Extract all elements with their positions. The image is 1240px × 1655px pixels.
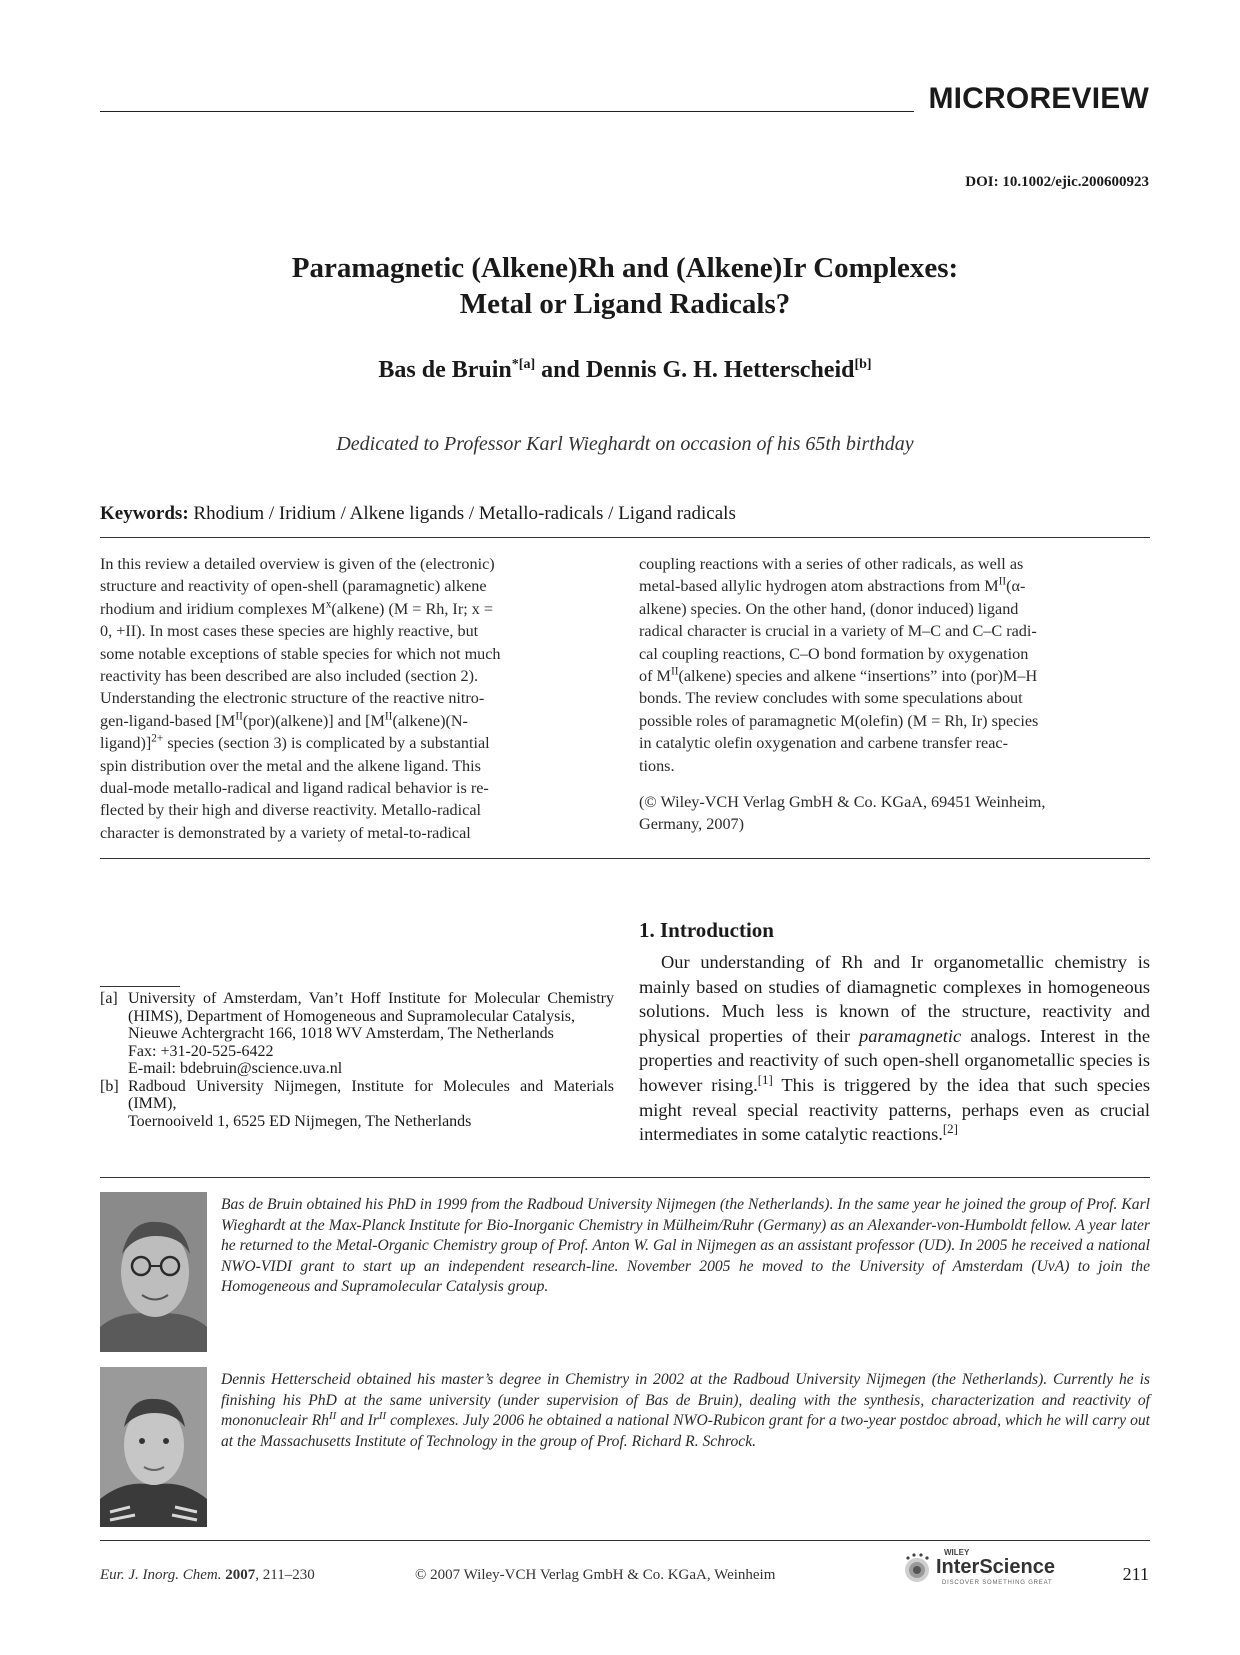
abstract-line: coupling reactions with a series of other radicals, as well as xyxy=(639,555,1024,573)
section-label: MICROREVIEW xyxy=(928,82,1149,115)
abstract-line: structure and reactivity of open-shell (paramagnetic) alkene xyxy=(100,577,487,596)
bio-bas-de-bruin: Bas de Bruin obtained his PhD in 1999 from the Radboud University Nijmegen (the Netherlands). In the same year he joined the group of Prof. Karl Wieghardt at the Max-Planck Institute for Bio-Inorganic Chemistry in Mülheim/Ruhr (Germany) as an Alexander-von-Humboldt fellow. A year later he returned to the Metal-Organic Chemistry group of Prof. Anton W. Gal in Nijmegen as an assistant professor (UD). In 2005 he received a national NWO-VIDI grant to start up an independent research-line. November 2005 he moved to the University of Amsterdam (UvA) to join the Homogeneous and Supramolecular Catalysis group. xyxy=(221,1196,1150,1296)
abstract-line: alkene) species. On the other hand, (donor induced) ligand xyxy=(639,599,1019,618)
citation-2[interactable]: [2] xyxy=(942,1122,958,1137)
abstract-line: possible roles of paramagnetic M(olefin) (M = Rh, Ir) species xyxy=(639,711,1039,730)
abstract-line: dual-mode metallo-radical and ligand radical behavior is re- xyxy=(100,779,489,798)
email-link[interactable]: E-mail: bdebruin@science.uva.nl xyxy=(128,1060,343,1077)
abstract-line: spin distribution over the metal and the alkene ligand. This xyxy=(100,756,481,775)
abstract-copyright: (© Wiley-VCH Verlag GmbH & Co. KGaA, 69451 Weinheim, xyxy=(639,793,1046,812)
abstract-line: Understanding the electronic structure of the reactive nitro- xyxy=(100,689,485,708)
article-title xyxy=(100,250,1150,322)
portrait-icon xyxy=(100,1192,207,1352)
page-number: 211 xyxy=(1122,1564,1149,1584)
keywords xyxy=(100,503,736,525)
abstract-line: radical character is crucial in a variety of M–C and C–C radi- xyxy=(639,622,1037,641)
abstract-line: rhodium and iridium complexes $M^x(alkene) (M = Rh$, Ir; x = xyxy=(100,598,494,618)
footnote-rule xyxy=(100,986,180,987)
portrait-icon xyxy=(100,1367,207,1527)
footer-rule xyxy=(100,1540,1150,1541)
footer-copyright: © 2007 Wiley-VCH Verlag GmbH & Co. KGaA, Weinheim xyxy=(415,1567,776,1583)
abstract-line: metal-based allylic hydrogen atom abstractions from $M^{II}(\alpha-$ xyxy=(639,576,1026,596)
authors xyxy=(100,357,1150,384)
doi[interactable]: DOI: 10.1002/ejic.200600923 xyxy=(965,174,1149,190)
abstract-line: gen-ligand-based $[M^{II}(por)(alkene)]$ and [$M^{II}(alkene)(N-$ xyxy=(100,710,468,730)
abstract-line: character is demonstrated by a variety of metal-to-radical xyxy=(100,823,471,842)
authors-and: and xyxy=(535,357,586,383)
interscience-logo[interactable] xyxy=(900,1548,1070,1588)
abstract-line: some notable exceptions of stable species for which not much xyxy=(100,644,501,663)
affiliation-b: [b] Radboud University Nijmegen, Institute for Molecules and Materials (IMM), Toernooiveld 1, 6525 ED Nijmegen, The Netherlands xyxy=(100,1077,614,1130)
logo-wiley-text: WILEY xyxy=(944,1548,970,1557)
abstract-line: ligand)]$^{2+}$ species (section 3) is complicated by a substantial xyxy=(100,732,490,753)
author-photo-bas-de-bruin xyxy=(100,1192,207,1352)
keywords-text: Rhodium / Iridium / Alkene ligands / Metallo-radicals / Ligand radicals xyxy=(193,503,736,524)
affiliation-a: [a] University of Amsterdam, Van’t Hoff Institute for Molecular Chemistry (HIMS), Department of Homogeneous and Supramolecular Catalysis, Nieuwe Achtergracht 166, 1018 WV Amsterdam, The Netherlands Fax: +31-20-525-6422 E-mail: bdebruin@science.uva.nl xyxy=(100,990,614,1077)
affiliations xyxy=(100,990,614,1130)
abstract-line: in catalytic olefin oxygenation and carbene transfer reac- xyxy=(639,734,1008,753)
abstract-line: 0, +II). In most cases these species are highly reactive, but xyxy=(100,622,479,641)
abstract-line: of $M^{II}(alkene)$ species and alkene “insertions” into (por)M–H xyxy=(639,665,1038,686)
logo-tagline-text: DISCOVER SOMETHING GREAT xyxy=(942,1580,1053,1586)
author-1: Bas de Bruin xyxy=(378,357,512,383)
logo-interscience-text: InterScience xyxy=(936,1556,1055,1578)
citation-1[interactable]: [1] xyxy=(757,1072,773,1087)
title-line-1: Paramagnetic (Alkene)Rh and (Alkene)Ir Complexes: xyxy=(291,252,959,284)
footer-citation: Eur. J. Inorg. Chem. 2007, 211–230 xyxy=(100,1567,315,1583)
author-1-mark: *[a] xyxy=(511,357,536,372)
title-line-2: Metal or Ligand Radicals? xyxy=(459,288,791,320)
introduction-paragraph: Our understanding of Rh and Ir organometallic chemistry is mainly based on studies of diamagnetic complexes in homogeneous solutions. Much less is known of the structure, reactivity and physical properties of their paramagnetic analogs. Interest in the properties and reactivity of such open-shell organometallic species is however rising.[1] This is triggered by the idea that such species might reveal special reactivity patterns, perhaps even as crucial intermediates in some catalytic reactions.[2] xyxy=(639,952,1150,1145)
abstract-top-rule xyxy=(100,537,1150,538)
author-photo-dennis-hetterscheid xyxy=(100,1367,207,1527)
header-rule xyxy=(100,111,914,112)
abstract-line: tions. xyxy=(639,756,675,775)
abstract-right-column xyxy=(639,553,1150,836)
abstract-bottom-rule xyxy=(100,858,1150,859)
abstract-copyright: Germany, 2007) xyxy=(639,815,745,834)
abstract-line: reactivity has been described are also included (section 2). xyxy=(100,667,479,686)
dedication: Dedicated to Professor Karl Wieghardt on occasion of his 65th birthday xyxy=(336,433,914,455)
abstract-left-column xyxy=(100,553,613,844)
abstract-line: In this review a detailed overview is given of the (electronic) xyxy=(100,555,495,573)
bio-dennis-hetterscheid: Dennis Hetterscheid obtained his master’s degree in Chemistry in 2002 at the Radboud University Nijmegen (the Netherlands). Currently he is finishing his PhD at the same university (under supervision of Bas de Bruin), dealing with the synthesis, characterization and reactivity of mononucleair $Rh^{II}$ and $Ir^{II}$ complexes. July 2006 he obtained a national NWO-Rubicon grant for a two-year postdoc abroad, which he will carry out at the Massachusetts Institute of Technology in the group of Prof. Richard R. Schrock. xyxy=(221,1371,1150,1450)
abstract-line: flected by their high and diverse reactivity. Metallo-radical xyxy=(100,801,481,820)
bio-top-rule xyxy=(100,1177,1150,1178)
author-2: Dennis G. H. Hetterscheid xyxy=(585,357,855,383)
abstract-line: cal coupling reactions, C–O bond formation by oxygenation xyxy=(639,644,1029,663)
author-2-mark: [b] xyxy=(854,357,872,372)
abstract-line: bonds. The review concludes with some speculations about xyxy=(639,689,1023,708)
keywords-label: Keywords: xyxy=(100,503,189,524)
section-heading-introduction: 1. Introduction xyxy=(639,918,774,942)
